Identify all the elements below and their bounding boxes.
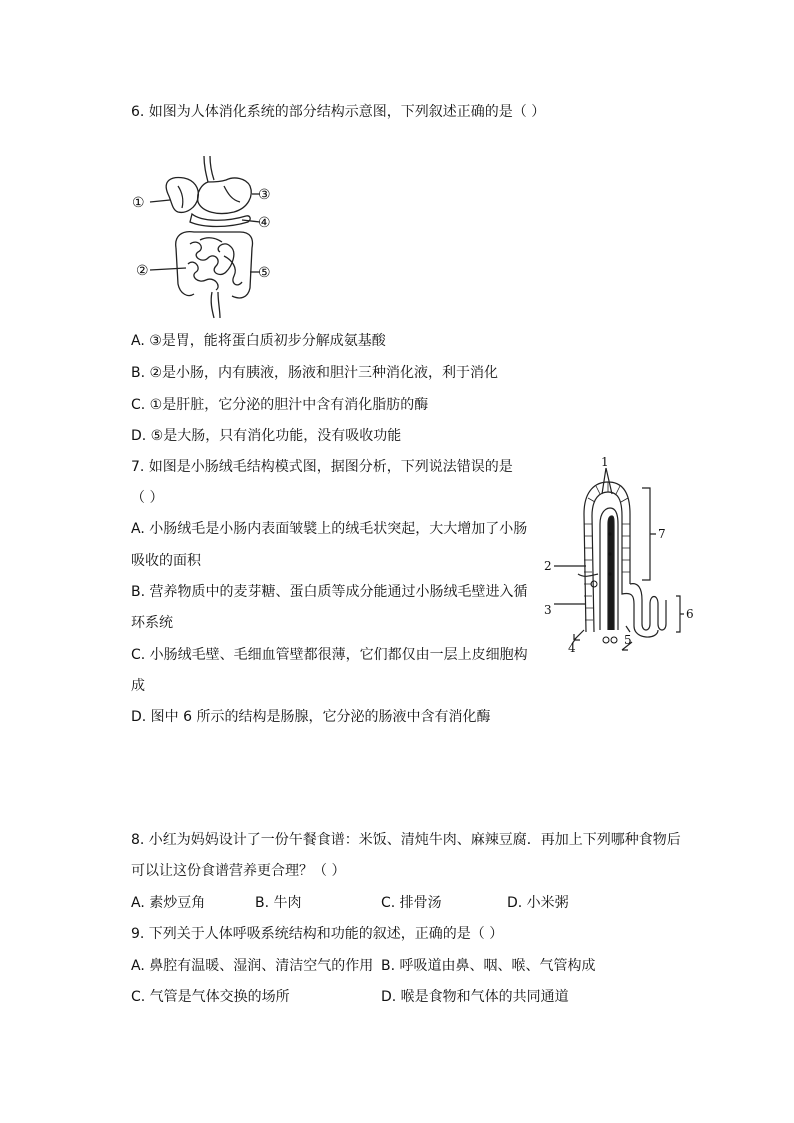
q6-option-b: B. ②是小肠，内有胰液，肠液和胆汁三种消化液，利于消化 (131, 365, 499, 381)
q6-label-2: ② (136, 263, 149, 279)
q7-label-4: 4 (568, 641, 576, 654)
q7-option-c-line2: 成 (131, 678, 145, 694)
intestinal-villus-figure (538, 454, 698, 654)
q7-label-3: 3 (544, 603, 552, 617)
q6-label-1: ① (132, 195, 145, 211)
q7-stem-line2: （ ） (131, 490, 164, 506)
q7-label-2: 2 (544, 559, 552, 573)
q7-label-5: 5 (624, 633, 632, 647)
q8-stem-line1: 8. 小红为妈妈设计了一份午餐食谱：米饭、清炖牛肉、麻辣豆腐．再加上下列哪种食物后 (131, 832, 681, 848)
q8-option-a: A. 素炒豆角 (131, 895, 206, 911)
q8-option-b: B. 牛肉 (255, 895, 302, 911)
q7-label-6: 6 (686, 607, 694, 621)
q7-option-a-line1: A. 小肠绒毛是小肠内表面皱襞上的绒毛状突起，大大增加了小肠 (131, 521, 528, 537)
q6-option-a: A. ③是胃，能将蛋白质初步分解成氨基酸 (131, 333, 386, 349)
q7-label-7: 7 (658, 527, 666, 541)
q7-stem-line1: 7. 如图是小肠绒毛结构模式图，据图分析，下列说法错误的是 (131, 459, 513, 475)
q7-option-c-line1: C. 小肠绒毛壁、毛细血管壁都很薄，它们都仅由一层上皮细胞构 (131, 647, 528, 663)
q7-option-d: D. 图中 6 所示的结构是肠腺，它分泌的肠液中含有消化酶 (131, 709, 491, 725)
q9-option-d: D. 喉是食物和气体的共同通道 (381, 989, 569, 1005)
q7-option-a-line2: 吸收的面积 (131, 553, 201, 569)
q7-option-b-line1: B. 营养物质中的麦芽糖、蛋白质等成分能通过小肠绒毛壁进入循 (131, 584, 528, 600)
q9-stem: 9. 下列关于人体呼吸系统结构和功能的叙述，正确的是（ ） (131, 926, 504, 942)
q6-label-5: ⑤ (258, 265, 271, 281)
q6-stem: 6. 如图为人体消化系统的部分结构示意图，下列叙述正确的是（ ） (131, 104, 546, 120)
q6-label-3: ③ (258, 187, 271, 203)
q9-option-b: B. 呼吸道由鼻、咽、喉、气管构成 (381, 958, 596, 974)
digestive-system-figure (128, 152, 288, 322)
q7-label-1: 1 (601, 455, 609, 469)
q8-option-d: D. 小米粥 (507, 895, 569, 911)
q6-option-c: C. ①是肝脏，它分泌的胆汁中含有消化脂肪的酶 (131, 397, 429, 413)
q6-option-d: D. ⑤是大肠，只有消化功能，没有吸收功能 (131, 428, 402, 444)
q9-option-a: A. 鼻腔有温暖、湿润、清洁空气的作用 (131, 958, 374, 974)
q6-label-4: ④ (258, 215, 271, 231)
q8-stem-line2: 可以让这份食谱营养更合理？（ ） (131, 863, 346, 879)
q8-option-c: C. 排骨汤 (381, 895, 442, 911)
q9-option-c: C. 气管是气体交换的场所 (131, 989, 290, 1005)
q7-option-b-line2: 环系统 (131, 615, 173, 631)
